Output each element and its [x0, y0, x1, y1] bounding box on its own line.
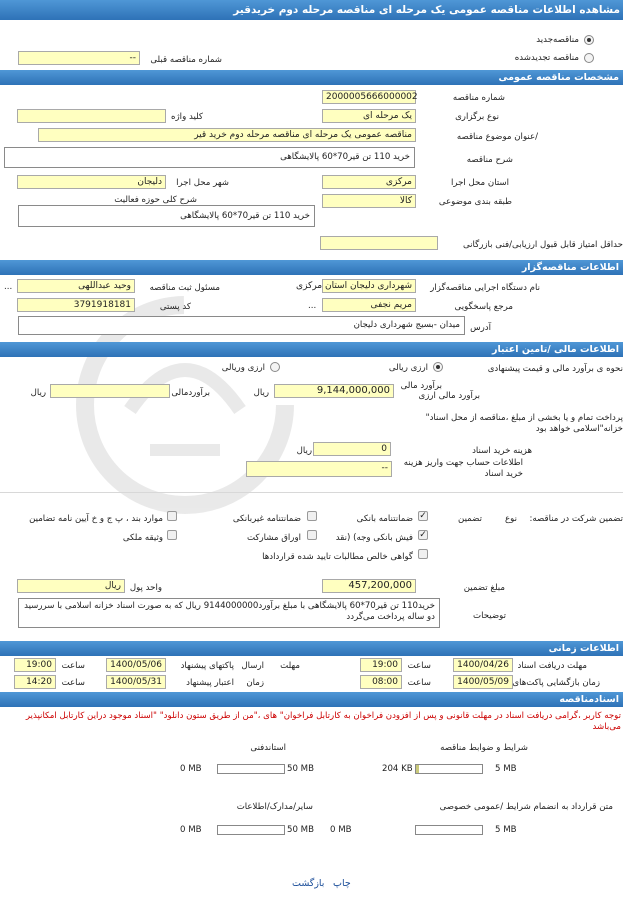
- other-total: 50 MB: [287, 825, 314, 835]
- property-deed-label: وثیقه ملکی: [122, 533, 163, 543]
- page-header: مشاهده اطلاعات مناقصه عمومی یک مرحله ای مناقصه مرحله دوم خریدقیر: [0, 0, 623, 20]
- holding-type-label: نوع برگزاری: [455, 112, 499, 122]
- nonbank-guarantee-checkbox[interactable]: [307, 511, 317, 521]
- contract-label: متن قرارداد به انضمام شرایط /عمومی خصوصی: [439, 802, 613, 812]
- nonbank-guarantee-label: ضمانتنامه غیربانکی: [232, 514, 301, 524]
- rial-option-radio[interactable]: [433, 362, 443, 372]
- offer-label: پاکتهای پیشنهاد: [180, 661, 234, 671]
- cash-receipt-label: فیش بانکی وجه) (نقد: [335, 533, 413, 543]
- participation-label: تضمین شرکت در مناقصه:: [529, 514, 623, 524]
- scope-label: شرح کلی حوزه فعالیت: [114, 195, 197, 205]
- other-progress-bar: [217, 825, 285, 835]
- terms-used: 204 KB: [382, 764, 413, 774]
- bank-guarantee-checkbox[interactable]: ✓: [419, 511, 427, 521]
- divider: [0, 492, 623, 493]
- section-financial: اطلاعات مالی /تامین اعتبار: [0, 342, 623, 357]
- send-label: ارسال: [241, 661, 264, 671]
- terms-label: شرایط و ضوابط مناقصه: [440, 743, 528, 753]
- new-tender-radio[interactable]: [584, 35, 594, 45]
- min-score-field: [320, 236, 438, 250]
- certificate-checkbox[interactable]: [418, 549, 428, 559]
- address-box: میدان -بسیج شهرداری دلیجان: [18, 316, 465, 335]
- description-label: شرح مناقصه: [466, 155, 513, 165]
- rial-option-label: ارزی ریالی: [388, 363, 428, 373]
- ref-label: مرجع پاسخگویی: [454, 302, 513, 312]
- org-label: نام دستگاه اجرایی مناقصه‌گزار: [430, 283, 540, 293]
- doc-fee-unit: ریال: [296, 446, 312, 456]
- payment-text: پرداخت تمام و یا بخشی از مبلغ ،مناقصه از محل اسناد" خزانه"اسلامی خواهد بود: [425, 413, 623, 434]
- doc-fee-field: 0: [313, 442, 391, 456]
- section-timing: اطلاعات زمانی: [0, 641, 623, 656]
- opening-date-field: 1400/05/09: [453, 675, 513, 689]
- city-label: شهر محل اجرا: [176, 178, 229, 188]
- deadline-label: مهلت: [280, 661, 300, 671]
- holding-type-field: یک مرحله ای: [322, 109, 416, 123]
- other-items-checkbox[interactable]: [167, 511, 177, 521]
- currency-unit-field: ریال: [17, 579, 125, 593]
- notes-label: توضیحات: [473, 611, 506, 621]
- rial-estimate-field: 9,144,000,000: [274, 384, 394, 398]
- section-documents: اسنادمناقصه: [0, 692, 623, 707]
- validity-prefix-label: زمان: [246, 678, 264, 688]
- currency-option-label: ارزی وریالی: [221, 363, 265, 373]
- estimate-method-label: نحوه ی برآورد مالی و قیمت پیشنهادی: [487, 364, 623, 374]
- keyword-field: [17, 109, 166, 123]
- new-tender-label: مناقصه‌جدید: [536, 35, 579, 45]
- account-field: --: [246, 461, 392, 477]
- registrar-label: مسئول ثبت مناقصه: [149, 283, 220, 293]
- participation-bonds-label: اوراق مشارکت: [246, 533, 301, 543]
- description-box: خرید 110 تن قیر70*60 پالایشگاهی: [4, 147, 415, 168]
- print-link[interactable]: چاپ: [333, 878, 351, 889]
- guarantee-type-label: نوع: [505, 514, 517, 524]
- currency-option-radio[interactable]: [270, 362, 280, 372]
- prev-number-field: --: [18, 51, 140, 65]
- province-field: مرکزی: [322, 175, 416, 189]
- validity-date-field: 1400/05/31: [106, 675, 166, 689]
- certificate-label: گواهی خالص مطالبات تایید شده قراردادها: [262, 552, 413, 562]
- scope-box: خرید 110 تن قیر70*60 پالایشگاهی: [18, 205, 315, 227]
- validity-time-label: ساعت: [61, 678, 85, 688]
- standard-label: استاندفنی: [250, 743, 286, 753]
- other-used: 0 MB: [180, 825, 202, 835]
- registrar-field: وحید عبداللهی: [17, 279, 135, 293]
- guarantee-amount-label: مبلغ تضمین: [463, 583, 505, 593]
- tender-number-field: 2000005666000002: [322, 90, 416, 104]
- cash-receipt-checkbox[interactable]: ✓: [419, 530, 427, 540]
- rial-unit2-label: ریال: [30, 388, 46, 398]
- receive-time-field: 19:00: [360, 658, 402, 672]
- renewed-tender-label: مناقصه تجدیدشده: [514, 53, 579, 63]
- financial-estimate-field: [50, 384, 170, 398]
- contract-progress-bar: [415, 825, 483, 835]
- account-label: اطلاعات حساب جهت واریز هزینه خرید اسناد: [403, 458, 523, 479]
- rial-estimate-label: برآورد مالی: [400, 381, 442, 391]
- other-label: سایر/مدارک/اطلاعات: [236, 802, 313, 812]
- property-deed-checkbox[interactable]: [167, 530, 177, 540]
- keyword-label: کلید واژه: [171, 112, 203, 122]
- org-field: شهرداری دلیجان استان مرکزی: [322, 279, 416, 293]
- doc-fee-label: هزینه خرید اسناد: [472, 446, 532, 456]
- contract-total: 5 MB: [495, 825, 517, 835]
- terms-total: 5 MB: [495, 764, 517, 774]
- category-field: کالا: [322, 194, 416, 208]
- back-link[interactable]: بازگشت: [292, 878, 325, 889]
- notes-box: خرید110 تن قیر70*60 پالایشگاهی با مبلغ برآورد9144000000 ریال که به صورت اسناد خزانه اسلامی با سررسید دو ساله پرداخت می‌گردد: [18, 598, 440, 628]
- registrar-more-link[interactable]: ...: [4, 282, 13, 292]
- other-items-label: موارد بند ، پ ج و خ آیین نامه تضامین: [29, 514, 163, 524]
- currency-estimate-label: برآورد مالی ارزی: [418, 391, 480, 401]
- address-label: آدرس: [470, 323, 491, 333]
- rial-unit-label: ریال: [253, 388, 269, 398]
- ref-more-link[interactable]: ...: [308, 301, 317, 311]
- receive-time-label: ساعت: [407, 661, 431, 671]
- section-organizer: اطلاعات مناقصه‌گزار: [0, 260, 623, 275]
- offer-time-field: 19:00: [14, 658, 56, 672]
- terms-progress-bar: [415, 764, 483, 774]
- financial-estimate-label: برآوردمالی: [171, 388, 210, 398]
- opening-time-label: ساعت: [407, 678, 431, 688]
- standard-used: 0 MB: [180, 764, 202, 774]
- subject-field: مناقصه عمومی یک مرحله ای مناقصه مرحله دوم خرید قیر: [38, 128, 416, 142]
- tender-number-label: شماره مناقصه: [452, 93, 505, 103]
- category-label: طبقه بندی موضوعی: [438, 197, 512, 207]
- opening-label: زمان بازگشایی پاکت‌های: [512, 678, 600, 688]
- contract-used: 0 MB: [330, 825, 352, 835]
- subject-label: /عنوان موضوع مناقصه: [456, 132, 538, 142]
- opening-time-field: 08:00: [360, 675, 402, 689]
- province-label: استان محل اجرا: [450, 178, 509, 188]
- currency-unit-label: واحد پول: [129, 583, 162, 593]
- city-field: دلیجان: [17, 175, 166, 189]
- documents-notice: توجه کاربر ،گرامی دریافت اسناد در مهلت قانونی و پس از افزودن فراخوان به کارتابل فراخوان" های ،"من از طریق ستون دانلود" "اسناد موجود دراین کارتابل امکانپذیر می‌باشد: [25, 711, 621, 732]
- participation-bonds-checkbox[interactable]: [307, 530, 317, 540]
- offer-time-label: ساعت: [61, 661, 85, 671]
- validity-label: اعتبار پیشنهاد: [186, 678, 234, 688]
- postal-label: کد پستی: [159, 302, 191, 312]
- offer-date-field: 1400/05/06: [106, 658, 166, 672]
- validity-time-field: 14:20: [14, 675, 56, 689]
- renewed-tender-radio[interactable]: [584, 53, 594, 63]
- postal-field: 3791918181: [17, 298, 135, 312]
- section-general: مشخصات مناقصه عمومی: [0, 70, 623, 85]
- guarantee-amount-field: 457,200,000: [322, 579, 416, 593]
- bank-guarantee-label: ضمانتنامه بانکی: [356, 514, 413, 524]
- ref-field: مریم نجفی: [322, 298, 416, 312]
- standard-total: 50 MB: [287, 764, 314, 774]
- receive-label: مهلت دریافت اسناد: [517, 661, 587, 671]
- guarantee-type-value: تضمین: [458, 514, 482, 524]
- receive-date-field: 1400/04/26: [453, 658, 513, 672]
- standard-progress-bar: [217, 764, 285, 774]
- min-score-label: حداقل امتیاز قابل قبول ارزیابی/فنی بازرگانی: [462, 240, 623, 250]
- prev-number-label: شماره مناقصه قبلی: [150, 55, 222, 65]
